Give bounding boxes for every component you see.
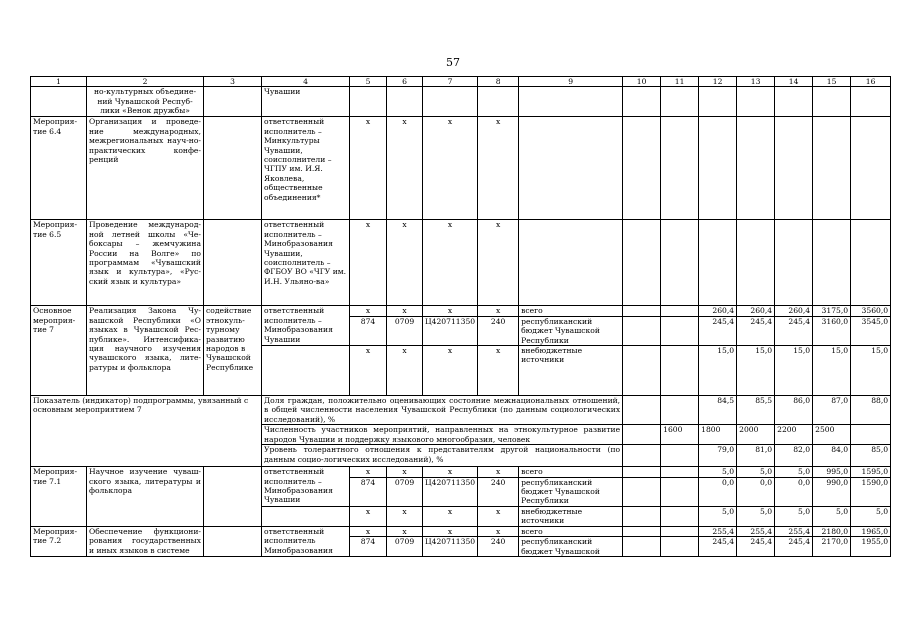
program-table bbox=[30, 76, 891, 557]
table-row: Мероприя-тие 7.1 Научное изучение чуваш-ского языка, литературы и фольклора ответственный исполнитель – Минобразования Чувашии x x x x всего 5,0 5,0 5,0 995,0 1595,0 bbox=[31, 467, 891, 477]
row-description: Научное изучение чуваш-ского языка, литературы и фольклора bbox=[87, 467, 204, 527]
col-header: 13 bbox=[737, 77, 775, 87]
col-header: 14 bbox=[775, 77, 813, 87]
table-row: 874 0709 Ц420711350 240 республиканский бюджет Чувашской Республики 0,0 0,0 0,0 990,0 1590,0 bbox=[31, 477, 891, 506]
col-header: 12 bbox=[699, 77, 737, 87]
indicator-text: Уровень толерантного отношения к представителям другой национальности (по данным социо-логических исследований), % bbox=[262, 445, 623, 467]
col-header: 16 bbox=[851, 77, 891, 87]
col-header: 4 bbox=[262, 77, 350, 87]
table-row: 874 0709 Ц420711350 240 республиканский бюджет Чувашской Республики 245,4 245,4 245,4 3160,0 3545,0 bbox=[31, 316, 891, 345]
table-row: x x x x внебюджетные источники 5,0 5,0 5,0 5,0 5,0 bbox=[31, 506, 891, 526]
row-description: Реализация Закона Чу-вашской Республики «О языках в Чувашской Рес-публике». Интенсифика-ция научного изучения чувашского языка, лите-ратуры и фольклора bbox=[87, 306, 204, 396]
row-goal: содействие этнокуль-турному развитию народов в Чувашской Республике bbox=[204, 306, 262, 396]
col-header: 5 bbox=[350, 77, 387, 87]
row-executor: ответственный исполнитель Минобразования bbox=[262, 526, 350, 556]
indicator-label: Показатель (индикатор) подпрограммы, увязанный с основным мероприятием 7 bbox=[31, 396, 262, 467]
row-executor: ответственный исполнитель – Минкультуры Чувашии, соисполнители – ЧГПУ им. И.Я. Яковлева, общественные объединения* bbox=[262, 117, 350, 220]
table-row: Численность участников мероприятий, направленных на этнокультурное развитие народов Чувашии и поддержку языкового многообразия, человек 1600 1800 2000 2200 2500 bbox=[31, 425, 891, 445]
indicator-text: Численность участников мероприятий, направленных на этнокультурное развитие народов Чувашии и поддержку языкового многообразия, человек bbox=[262, 425, 623, 445]
table-row: 874 0709 Ц420711350 240 республиканский бюджет Чувашской 245,4 245,4 245,4 2170,0 1955,0 bbox=[31, 537, 891, 557]
table-row: Уровень толерантного отношения к представителям другой национальности (по данным социо-логических исследований), % 79,0 81,0 82,0 84,0 85,0 bbox=[31, 445, 891, 467]
col-header: 9 bbox=[519, 77, 623, 87]
col-header: 3 bbox=[204, 77, 262, 87]
col-header: 10 bbox=[623, 77, 661, 87]
table-row: Мероприя-тие 6.4 Организация и проведе-ние международных, межрегиональных науч-но-практических конфе-ренций ответственный исполнитель – Минкультуры Чувашии, соисполнители – ЧГПУ им. И.Я. Яковлева, общественные объединения* x x x x bbox=[31, 117, 891, 220]
row-executor: ответственный исполнитель – Минобразования Чувашии, соисполнитель – ФГБОУ ВО «ЧГУ им. И.Н. Ульяно-ва» bbox=[262, 220, 350, 306]
col-header: 1 bbox=[31, 77, 87, 87]
indicator-text: Доля граждан, положительно оценивающих состояние межнациональных отношений, в общей численности населения Чувашской Республики (по данным социологических исследований), % bbox=[262, 396, 623, 425]
row-code: Мероприя-тие 7.1 bbox=[31, 467, 87, 527]
row-code: Основное мероприя-тие 7 bbox=[31, 306, 87, 396]
col-header: 6 bbox=[387, 77, 423, 87]
page-number: 57 bbox=[446, 56, 460, 69]
header-row bbox=[31, 77, 891, 87]
row-code: Мероприя-тие 7.2 bbox=[31, 526, 87, 556]
row-description: но-культурных объедине-ний Чувашской Респуб-лики «Венок дружбы» bbox=[87, 87, 204, 117]
table-row bbox=[31, 87, 891, 117]
row-executor: ответственный исполнитель – Минобразования Чувашии bbox=[262, 306, 350, 346]
table-row: x x x x внебюджетные источники 15,0 15,0 15,0 15,0 15,0 bbox=[31, 346, 891, 396]
table-row: Показатель (индикатор) подпрограммы, увязанный с основным мероприятием 7 Доля граждан, положительно оценивающих состояние межнациональных отношений, в общей численности населения Чувашской Республики (по данным социологических исследований), % 84,5 85,5 86,0 87,0 88,0 bbox=[31, 396, 891, 425]
row-description: Организация и проведе-ние международных, межрегиональных науч-но-практических конфе-ренций bbox=[87, 117, 204, 220]
row-description: Обеспечение функциони-рования государственных и иных языков в системе bbox=[87, 526, 204, 556]
row-executor: Чувашии bbox=[262, 87, 350, 117]
row-code: Мероприя-тие 6.4 bbox=[31, 117, 87, 220]
table-row: Мероприя-тие 6.5 Проведение международ-ной летней школы «Че-боксары – жемчужина России на Волге» по программам «Чувашский язык и культура», «Рус-ский язык и культура» ответственный исполнитель – Минобразования Чувашии, соисполнитель – ФГБОУ ВО «ЧГУ им. И.Н. Ульяно-ва» x x x x bbox=[31, 220, 891, 306]
table-row: Основное мероприя-тие 7 Реализация Закона Чу-вашской Республики «О языках в Чувашской Рес-публике». Интенсифика-ция научного изучения чувашского языка, лите-ратуры и фольклора содействие этнокуль-турному развитию народов в Чувашской Республике ответственный исполнитель – Минобразования Чувашии x x x x всего 260,4 260,4 260,4 3175,0 3560,0 bbox=[31, 306, 891, 316]
col-header: 7 bbox=[423, 77, 478, 87]
col-header: 2 bbox=[87, 77, 204, 87]
table-row: Мероприя-тие 7.2 Обеспечение функциони-рования государственных и иных языков в системе ответственный исполнитель Минобразования x x x x всего 255,4 255,4 255,4 2180,0 1965,0 bbox=[31, 526, 891, 536]
row-code: Мероприя-тие 6.5 bbox=[31, 220, 87, 306]
col-header: 8 bbox=[478, 77, 519, 87]
col-header: 15 bbox=[813, 77, 851, 87]
row-executor: ответственный исполнитель – Минобразования Чувашии bbox=[262, 467, 350, 507]
col-header: 11 bbox=[661, 77, 699, 87]
row-description: Проведение международ-ной летней школы «Че-боксары – жемчужина России на Волге» по программам «Чувашский язык и культура», «Рус-ский язык и культура» bbox=[87, 220, 204, 306]
